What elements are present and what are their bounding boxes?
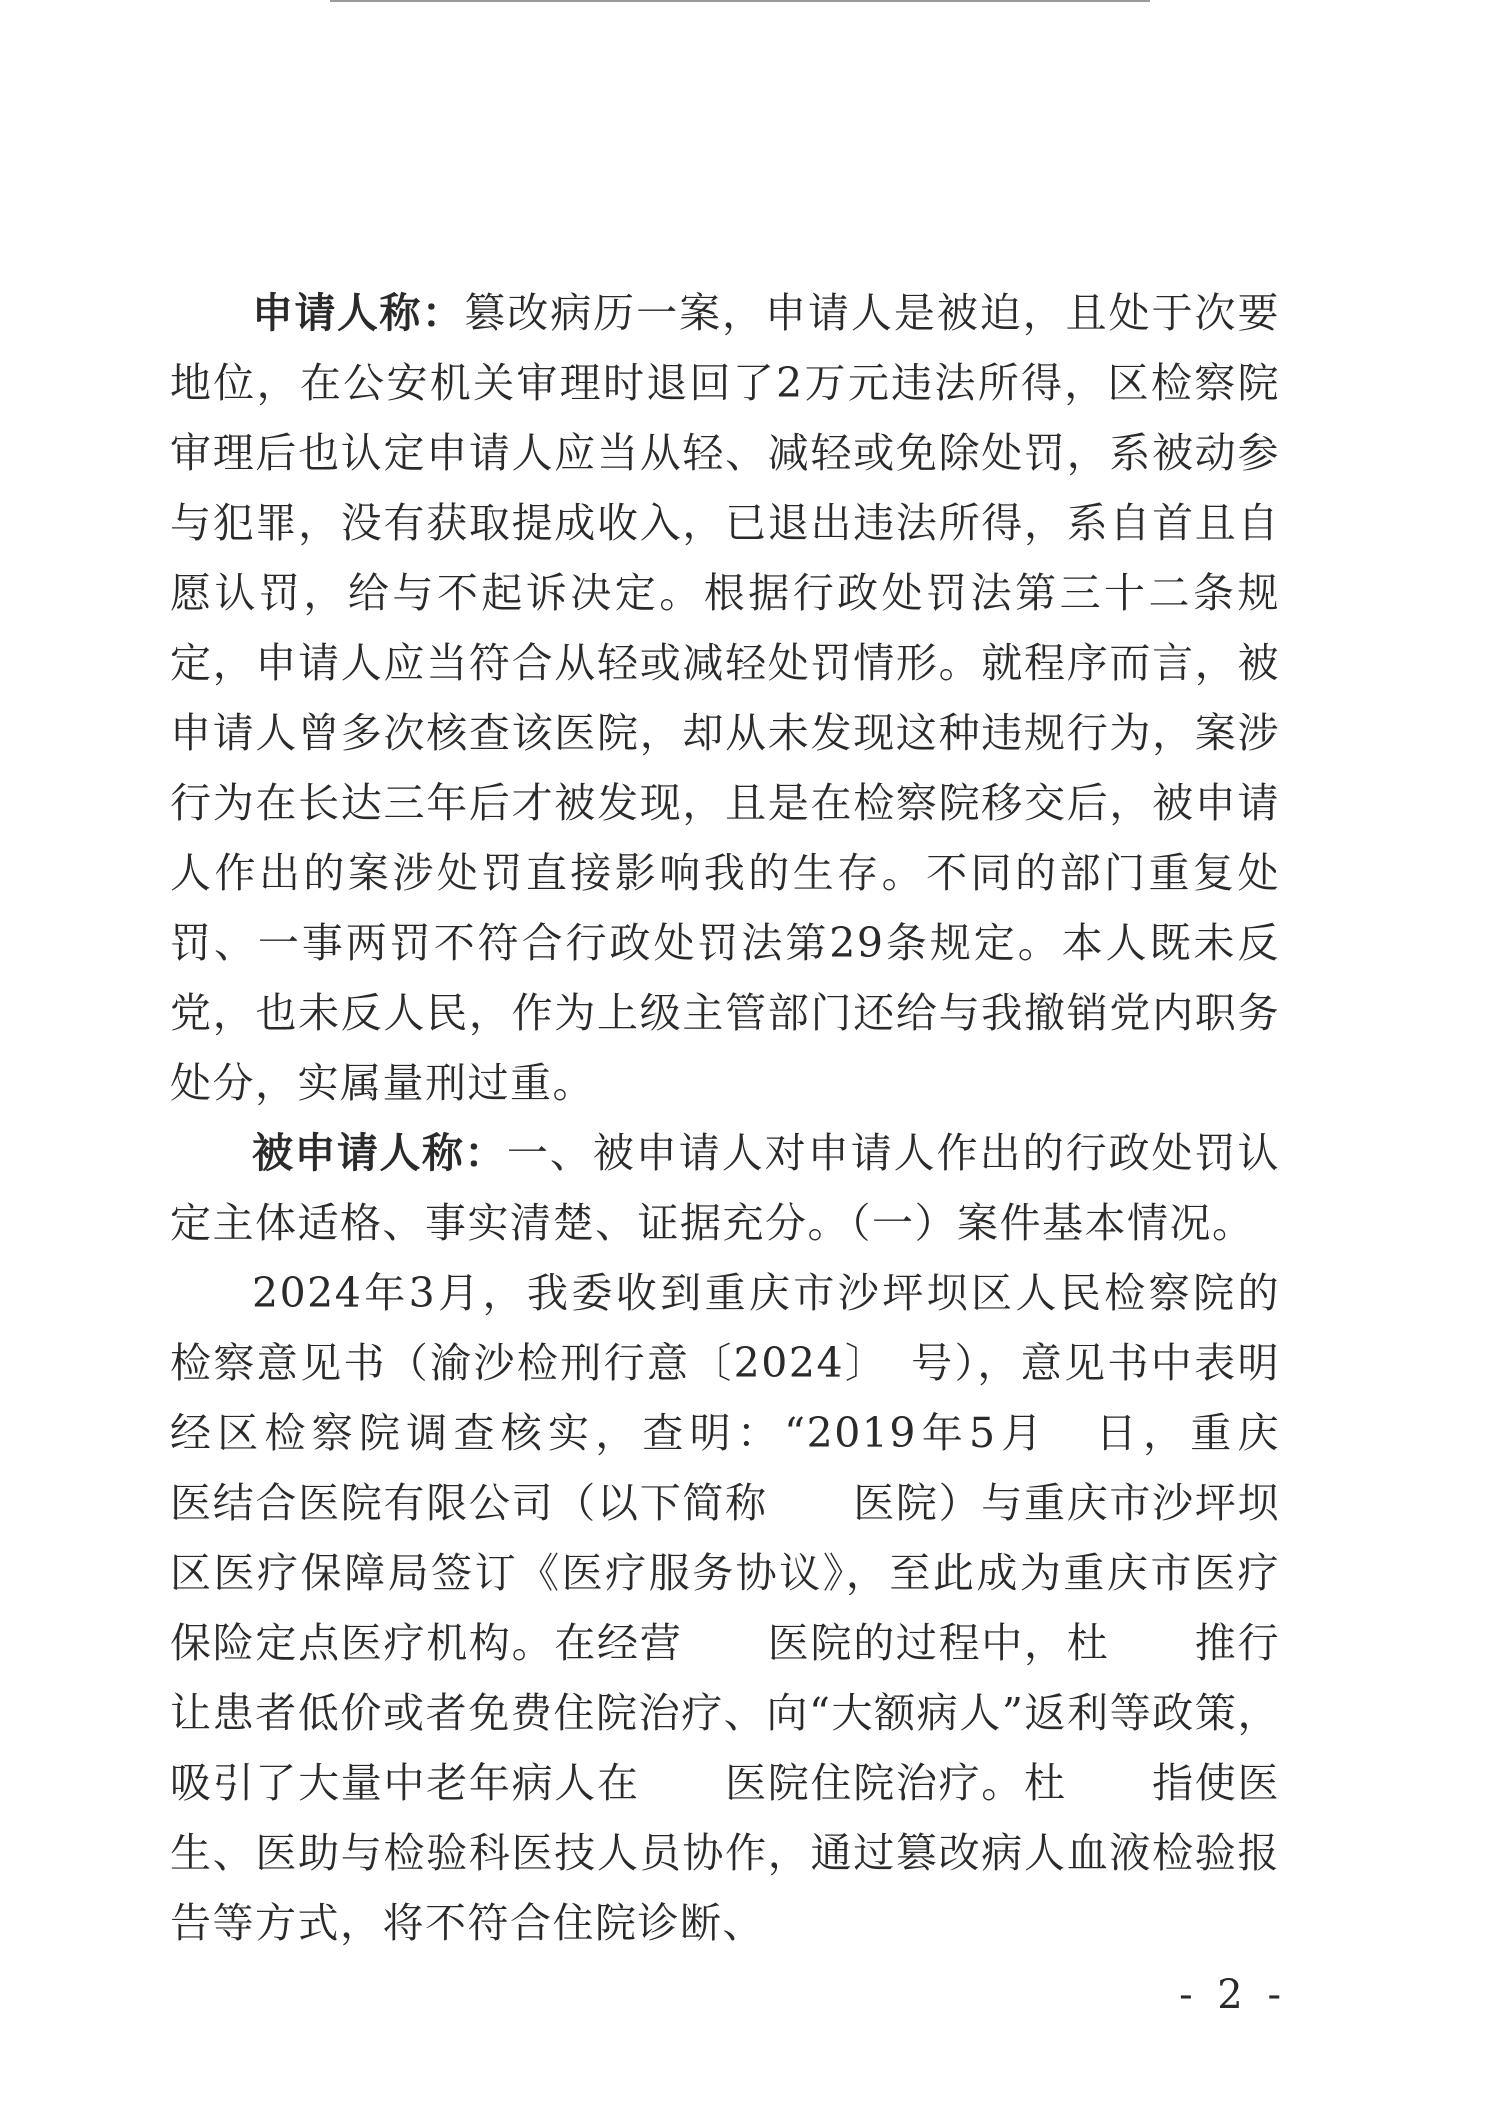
top-border-line <box>330 0 1150 2</box>
paragraph-text-applicant: 篡改病历一案，申请人是被迫，且处于次要地位，在公安机关审理时退回了2万元违法所得，区检察院审理后也认定申请人应当从轻、减轻或免除处罚，系被动参与犯罪，没有获取提成收入，已退出违法所得，系自首且自愿认罚，给与不起诉决定。根据行政处罚法第三十二条规定，申请人应当符合从轻或减轻处罚情形。就程序而言，被申请人曾多次核查该医院，却从未发现这种违规行为，案涉行为在长达三年后才被发现，且是在检察院移交后，被申请人作出的案涉处罚直接影响我的生存。不同的部门重复处罚、一事两罚不符合行政处罚法第29条规定。本人既未反党，也未反人民，作为上级主管部门还给与我撤销党内职务处分，实属量刑过重。 <box>170 289 1281 1107</box>
paragraph-applicant-statement <box>170 278 1280 1118</box>
paragraph-text-respondent: 一、被申请人对申请人作出的行政处罚认定主体适格、事实清楚、证据充分。（一）案件基本情况。 <box>170 1129 1281 1247</box>
document-body <box>170 278 1408 1958</box>
page-number: - 2 - <box>1179 1972 1287 2018</box>
paragraph-lead-respondent: 被申请人称： <box>252 1129 507 1177</box>
paragraph-respondent-statement <box>170 1118 1280 1258</box>
paragraph-lead-applicant: 申请人称： <box>252 289 465 337</box>
paragraph-case-facts <box>170 1258 1408 1958</box>
paragraph-text-case-facts: 2024年3月，我委收到重庆市沙坪坝区人民检察院的检察意见书（渝沙检刑行意〔2024〕 号），意见书中表明经区检察院调查核实，查明：“2019年5月 日，重庆 医结合医院有限公司（以下简称 医院）与重庆市沙坪坝区医疗保障局签订《医疗服务协议》，至此成为重庆市医疗保险定点医疗机构。在经营 医院的过程中，杜 推行让患者低价或者免费住院治疗、向“大额病人”返利等政策，吸引了大量中老年病人在 医院住院治疗。杜 指使医生、医助与检验科医技人员协作，通过篡改病人血液检验报告等方式，将不符合住院诊断、 <box>170 1269 1408 1947</box>
